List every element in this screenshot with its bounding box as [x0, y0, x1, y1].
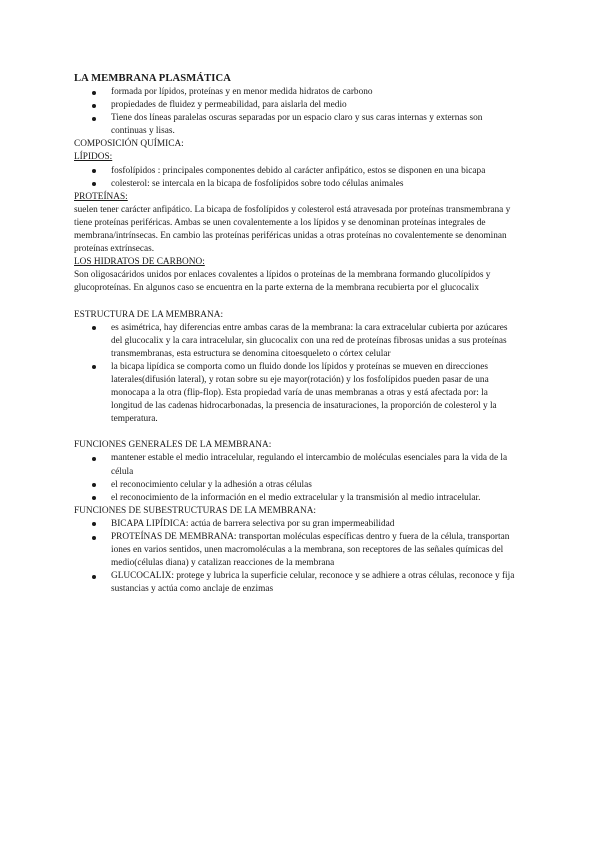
spacer [74, 426, 520, 439]
list-item: formada por lípidos, proteínas y en menor medida hidratos de carbono [111, 86, 520, 99]
lipidos-list [74, 165, 520, 191]
list-item: propiedades de fluidez y permeabilidad, para aislarla del medio [111, 99, 520, 112]
estructura-heading: ESTRUCTURA DE LA MEMBRANA: [74, 309, 224, 320]
proteinas-paragraph: suelen tener carácter anfipático. La bicapa de fosfolípidos y colesterol está atravesada por proteínas transmembrana y tiene proteínas periféricas. Ambas se unen covalentemente a los lípidos y se denominan proteínas integrales de membrana/intrínsecas. En cambio las proteínas periféricas unidas a otras proteínas no covalentemente se denominan proteínas extrínsecas. [74, 204, 511, 255]
lipidos-heading: LÍPIDOS: [74, 152, 113, 163]
list-item: fosfolípidos : principales componentes debido al carácter anfipático, estos se disponen en una bicapa [111, 165, 520, 178]
funciones-generales-list [74, 452, 520, 504]
list-item: la bicapa lipídica se comporta como un fluido donde los lípidos y proteínas se mueven en direcciones laterales(difusión lateral), y rotan sobre su eje mayor(rotación) y los fosfolípidos pueden pasar de una monocapa a la otra (flip-flop). Esta propiedad varía de unas membranas a otras y está afectada por: la longitud de las cadenas hidrocarbonadas, la presencia de insaturaciones, la proporción de colesterol y la temperatura. [111, 361, 520, 426]
hidratos-paragraph: Son oligosacáridos unidos por enlaces covalentes a lípidos o proteínas de la membrana formando glucolípidos y glucoproteínas. En algunos caso se encuentra en la parte externa de la membrana recubierta por el glucocalix [74, 270, 491, 294]
list-item: el reconocimiento celular y la adhesión a otras células [111, 479, 520, 492]
list-item: colesterol: se intercala en la bicapa de fosfolípidos sobre todo células animales [111, 178, 520, 191]
list-item: Tiene dos líneas paralelas oscuras separadas por un espacio claro y sus caras internas y externas son continuas y lisas. [111, 112, 520, 138]
funciones-generales-heading: FUNCIONES GENERALES DE LA MEMBRANA: [74, 440, 272, 451]
spacer [74, 296, 520, 309]
subestructuras-list [74, 518, 520, 597]
intro-list [74, 86, 520, 138]
proteinas-heading: PROTEÍNAS: [74, 191, 128, 202]
list-item: GLUCOCALIX: protege y lubrica la superficie celular, reconoce y se adhiere a otras células, reconoce y fija sustancias y actúa como anclaje de enzimas [111, 570, 520, 596]
list-item: el reconocimiento de la información en el medio extracelular y la transmisión al medio intracelular. [111, 492, 520, 505]
list-item: es asimétrica, hay diferencias entre ambas caras de la membrana: la cara extracelular cubierta por azúcares del glucocalix y la cara intracelular, sin glucocalix con una red de proteínas fibrosas unidas a sus proteínas transmembranas, esta estructura se denomina citoesqueleto o córtex celular [111, 322, 520, 361]
subestructuras-heading: FUNCIONES DE SUBESTRUCTURAS DE LA MEMBRANA: [74, 505, 317, 516]
list-item: mantener estable el medio intracelular, regulando el intercambio de moléculas esenciales para la vida de la célula [111, 452, 520, 478]
list-item: BICAPA LIPÍDICA: actúa de barrera selectiva por su gran impermeabilidad [111, 518, 520, 531]
composicion-heading: COMPOSICIÓN QUÍMICA: [74, 139, 184, 150]
hidratos-heading: LOS HIDRATOS DE CARBONO: [74, 257, 205, 268]
estructura-list [74, 322, 520, 427]
document-title: LA MEMBRANA PLASMÁTICA [74, 73, 231, 84]
list-item: PROTEÍNAS DE MEMBRANA: transportan moléculas específicas dentro y fuera de la célula, transportan iones en varios sentidos, unen macromoléculas a la membrana, son receptores de las señales químicas del medio(células diana) y catalizan reacciones de la membrana [111, 531, 520, 570]
